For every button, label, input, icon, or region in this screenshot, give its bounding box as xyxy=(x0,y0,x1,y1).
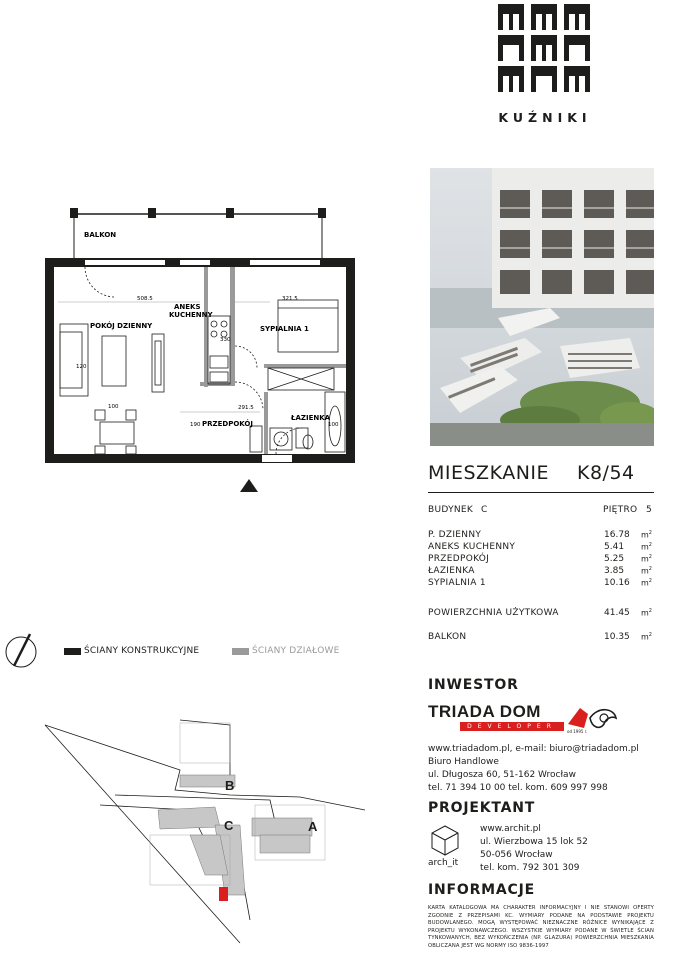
room-name: P. DZIENNY xyxy=(428,530,482,540)
triada-dom-logo xyxy=(428,702,653,738)
plan-label-bathroom: ŁAZIENKA xyxy=(291,414,331,422)
triada-logo-since: od 1995 r. xyxy=(567,729,588,734)
kuzniki-logo-mark xyxy=(498,4,590,92)
room-row xyxy=(428,566,654,578)
room-name: SYPIALNIA 1 xyxy=(428,578,486,588)
plan-dim-7: 190 xyxy=(190,422,201,428)
balcony-area-value: 10.35 xyxy=(604,632,630,642)
plan-label-hall: PRZEDPOKÓJ xyxy=(202,420,253,428)
site-map xyxy=(40,715,380,950)
balcony-area-unit: $m^2$ xyxy=(641,632,652,642)
room-area: 5.41 xyxy=(604,542,625,552)
investor-contact-line: Biuro Handlowe xyxy=(428,757,499,767)
floor-label: PIĘTRO xyxy=(603,505,638,515)
room-row xyxy=(428,554,654,566)
room-unit: $m^2$ xyxy=(641,578,652,588)
designer-contact-line: 50-056 Wrocław xyxy=(480,850,553,860)
designer-heading: PROJEKTANT xyxy=(428,800,536,816)
site-label-a: A xyxy=(308,819,318,834)
room-area: 5.25 xyxy=(604,554,625,564)
archit-cube-icon xyxy=(430,824,460,856)
room-areas-list xyxy=(428,530,654,590)
building-label: BUDYNEK xyxy=(428,505,474,515)
brand-name: KUŹNIKI xyxy=(498,110,592,125)
investor-contact-line: ul. Długosza 60, 51-162 Wrocław xyxy=(428,770,576,780)
room-unit: $m^2$ xyxy=(641,530,652,540)
structural-wall-label: ŚCIANY KONSTRUKCYJNE xyxy=(84,646,200,656)
investor-contact-line: www.triadadom.pl, e-mail: biuro@triadadom.pl xyxy=(428,744,639,754)
room-row xyxy=(428,530,654,542)
apartment-location-marker xyxy=(219,887,228,901)
investor-contact-line: tel. 71 394 10 00 tel. kom. 609 997 998 xyxy=(428,783,608,793)
plan-dim-1: 508.5 xyxy=(137,296,153,302)
usable-area-label: POWIERZCHNIA UŻYTKOWA xyxy=(428,608,559,618)
plan-label-balcony: BALKON xyxy=(84,231,117,239)
structural-wall-swatch xyxy=(64,648,81,655)
plan-label-bedroom: SYPIALNIA 1 xyxy=(260,325,309,333)
archit-logo-name: arch_it xyxy=(428,858,459,868)
plan-label-kitchen-1: ANEKS xyxy=(174,303,201,311)
room-name: ŁAZIENKA xyxy=(428,566,475,576)
plan-dim-8: 100 xyxy=(328,422,339,428)
building-render-image xyxy=(430,168,654,446)
designer-contact xyxy=(480,823,588,875)
plan-dim-5: 120 xyxy=(76,364,87,370)
info-heading: INFORMACJE xyxy=(428,882,535,898)
designer-contact-line: www.archit.pl xyxy=(480,824,541,834)
floor-plan xyxy=(40,196,370,496)
site-label-c: C xyxy=(224,818,234,833)
plan-dim-3: 291.5 xyxy=(238,405,254,411)
partition-wall-label: ŚCIANY DZIAŁOWE xyxy=(252,646,340,656)
entrance-arrow-icon xyxy=(240,479,258,492)
apartment-heading: MIESZKANIE xyxy=(428,462,550,484)
room-unit: $m^2$ xyxy=(641,566,652,576)
plan-dim-4: 330 xyxy=(220,337,231,343)
title-divider xyxy=(428,492,654,493)
building-value: C xyxy=(481,505,488,515)
room-name: PRZEDPOKÓJ xyxy=(428,554,490,564)
room-area: 16.78 xyxy=(604,530,630,540)
investor-contact xyxy=(428,743,639,795)
disclaimer-text: KARTA KATALOGOWA MA CHARAKTER INFORMACYJNY I NIE STANOWI OFERTY ZGODNIE Z PRZEPISAMI KC. WYMIARY PODANE NA PODSTAWIE PROJEKTU BUDOWLANEGO. MOGĄ WYSTĘPOWAĆ NIEZNACZNE RÓŻNICE WYNIKAJĄCE Z PROJEKTU WYKONAWCZEGO. WSZYSTKIE WYMIARY PODANE W ŚWIETLE ŚCIAN TYNKOWANYCH, BEZ WYKOŃCZENIA (NP. GLAZURA) POWIERZCHNIA MIESZKANIA OBLICZANA JEST WG NORMY ISO 9836-1997 xyxy=(428,905,654,949)
room-area: 10.16 xyxy=(604,578,630,588)
room-unit: $m^2$ xyxy=(641,542,652,552)
plan-label-kitchen-2: KUCHENNY xyxy=(169,311,213,319)
plan-label-living: POKÓJ DZIENNY xyxy=(90,322,153,330)
triada-logo-sub: DEVELOPER xyxy=(460,722,564,731)
plan-dim-2: 321.5 xyxy=(282,296,298,302)
plan-dim-6: 100 xyxy=(108,404,119,410)
room-name: ANEKS KUCHENNY xyxy=(428,542,516,552)
designer-contact-line: tel. kom. 792 301 309 xyxy=(480,863,580,873)
floor-value: 5 xyxy=(646,505,653,515)
investor-heading: INWESTOR xyxy=(428,677,519,693)
partition-wall-swatch xyxy=(232,648,249,655)
room-area: 3.85 xyxy=(604,566,625,576)
room-unit: $m^2$ xyxy=(641,554,652,564)
balcony-area-label: BALKON xyxy=(428,632,467,642)
compass-icon xyxy=(4,628,38,672)
usable-area-unit: $m^2$ xyxy=(641,608,652,618)
triada-logo-main: TRIADA DOM xyxy=(428,702,541,721)
room-row xyxy=(428,578,654,590)
room-row xyxy=(428,542,654,554)
apartment-code: K8/54 xyxy=(577,462,635,484)
designer-contact-line: ul. Wierzbowa 15 lok 52 xyxy=(480,837,588,847)
site-label-b: B xyxy=(225,778,235,793)
usable-area-value: 41.45 xyxy=(604,608,630,618)
